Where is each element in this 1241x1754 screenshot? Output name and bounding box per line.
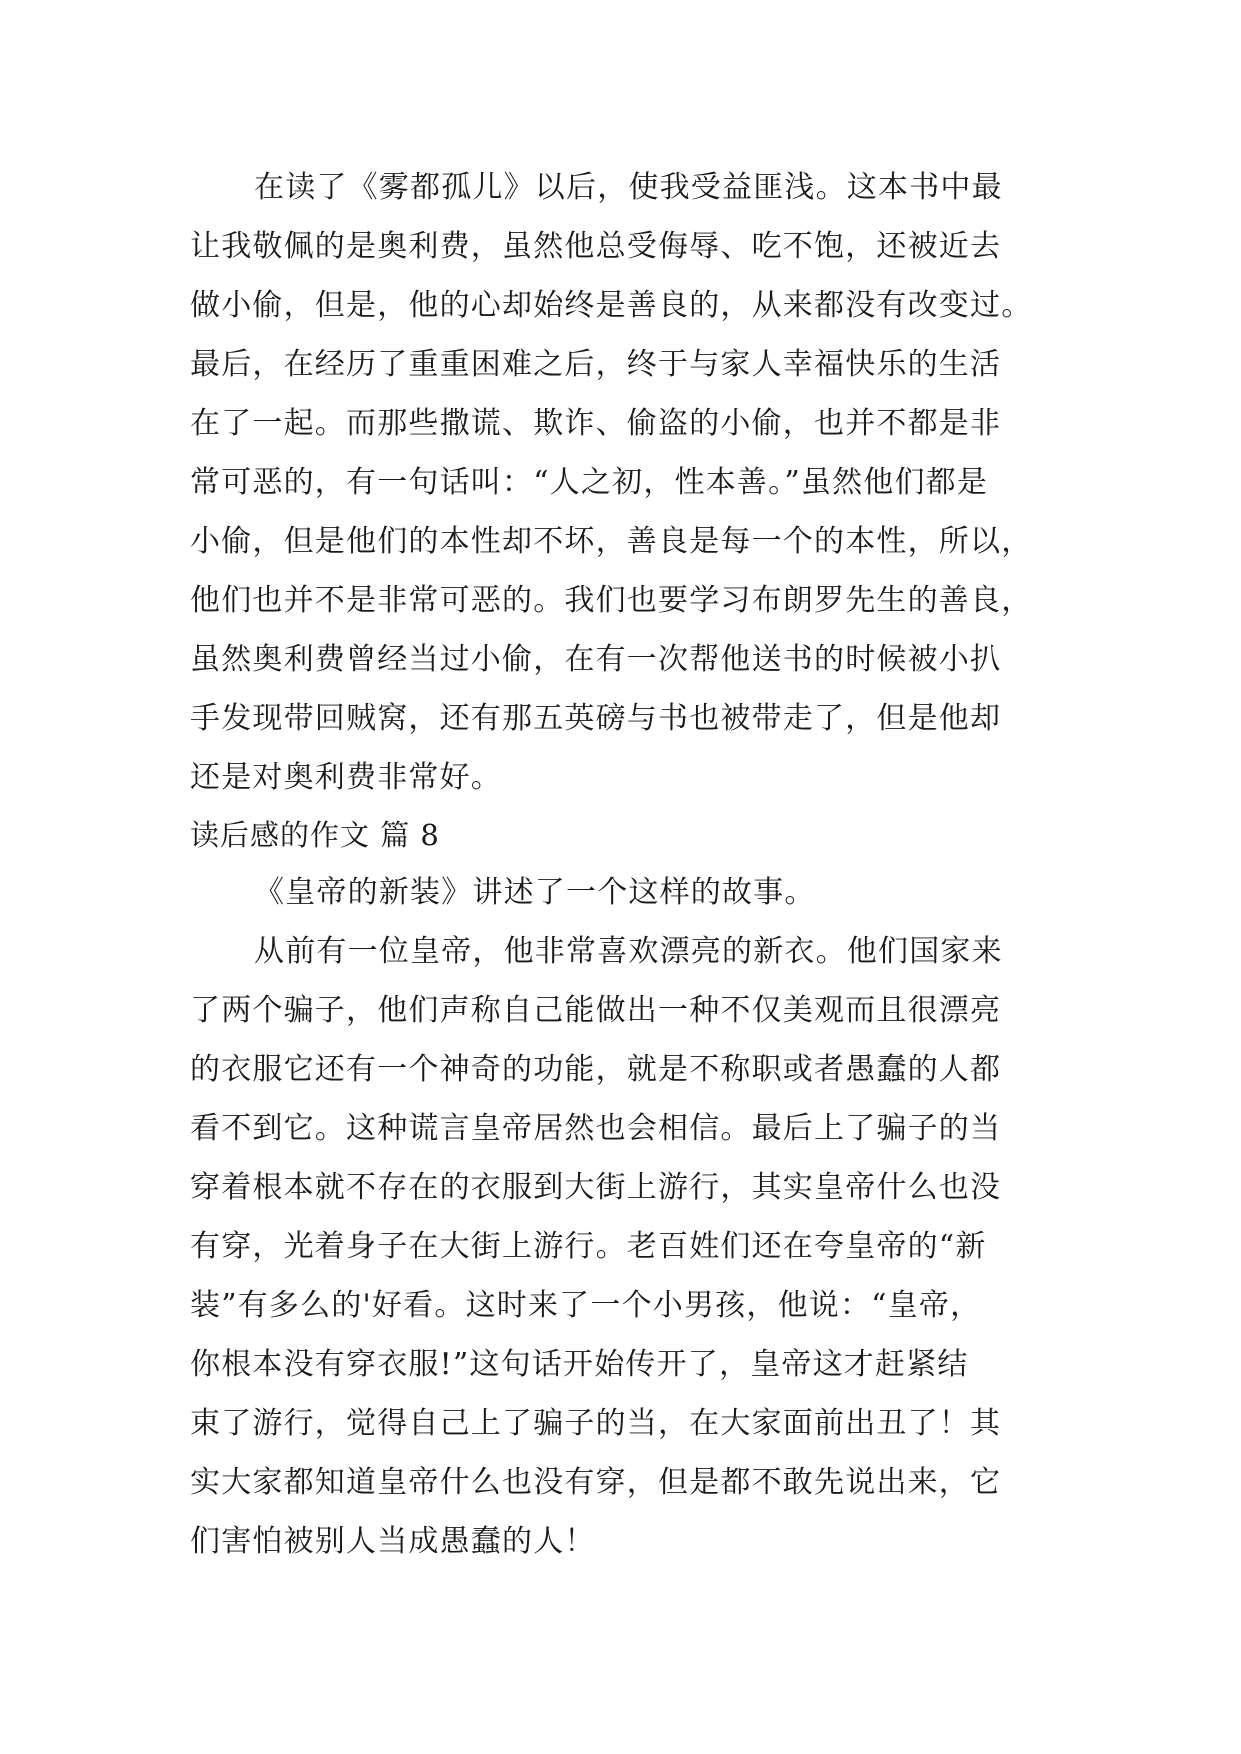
text-line: 做小偷，但是，他的心却始终是善良的，从来都没有改变过。 [190, 288, 1033, 323]
text-line: 的衣服它还有一个神奇的功能，就是不称职或者愚蠢的人都 [190, 1052, 1002, 1087]
text-line: 常可恶的，有一句话叫：“人之初，性本善。”虽然他们都是 [190, 465, 989, 500]
text-line: 们害怕被别人当成愚蠢的人！ [190, 1524, 596, 1559]
document-body [190, 158, 1050, 1571]
text-line: 让我敬佩的是奥利费，虽然他总受侮辱、吃不饱，还被近去 [190, 229, 1002, 264]
text-line: 还是对奥利费非常好。 [190, 760, 502, 795]
text-line: 了两个骗子，他们声称自己能做出一种不仅美观而且很漂亮 [190, 993, 1002, 1028]
text-line: 你根本没有穿衣服!”这句话开始传开了，皇帝这才赶紧结 [190, 1347, 969, 1382]
text-line: 虽然奥利费曾经当过小偷，在有一次帮他送书的时候被小扒 [190, 642, 1002, 677]
paragraph-intro [190, 863, 1050, 922]
text-line: 手发现带回贼窝，还有那五英磅与书也被带走了，但是他却 [190, 701, 1002, 736]
text-line: 束了游行，觉得自己上了骗子的当，在大家面前出丑了！其 [190, 1406, 1002, 1441]
text-line: 有穿，光着身子在大街上游行。老百姓们还在夸皇帝的“新 [190, 1229, 987, 1264]
text-line: 穿着根本就不存在的衣服到大街上游行，其实皇帝什么也没 [190, 1170, 1002, 1205]
section-heading: 读后感的作文 篇 8 [190, 818, 440, 852]
text-line: 实大家都知道皇帝什么也没有穿，但是都不敢先说出来，它 [190, 1465, 1002, 1500]
text-line: 看不到它。这种谎言皇帝居然也会相信。最后上了骗子的当 [190, 1111, 1002, 1146]
text-line: 装”有多么的'好看。这时来了一个小男孩，他说：“皇帝， [190, 1288, 982, 1323]
text-line: 在读了《雾都孤儿》以后，使我受益匪浅。这本书中最 [254, 170, 1003, 205]
text-line: 从前有一位皇帝，他非常喜欢漂亮的新衣。他们国家来 [254, 934, 1003, 969]
text-line: 他们也并不是非常可恶的。我们也要学习布朗罗先生的善良， [190, 583, 1033, 618]
text-line: 最后，在经历了重重困难之后，终于与家人幸福快乐的生活 [190, 347, 1002, 382]
paragraph-emperor-story [190, 922, 1050, 1571]
text-line: 在了一起。而那些撒谎、欺诈、偷盗的小偷，也并不都是非 [190, 406, 1002, 441]
text-line: 小偷，但是他们的本性却不坏，善良是每一个的本性，所以， [190, 524, 1033, 559]
text-line: 《皇帝的新装》讲述了一个这样的故事。 [254, 875, 816, 910]
paragraph-oliver-twist [190, 158, 1050, 807]
